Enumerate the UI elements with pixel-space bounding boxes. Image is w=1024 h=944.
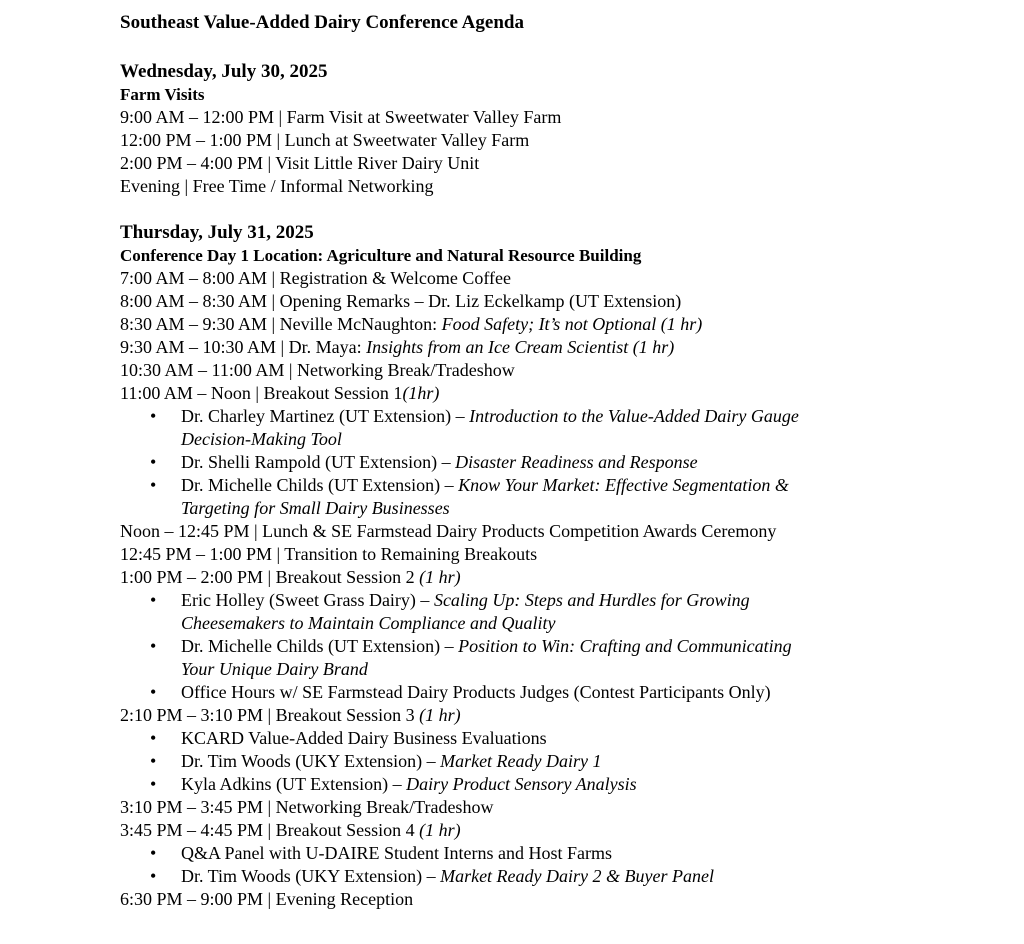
session-line — [181, 589, 1000, 612]
agenda-item-italic-text: Food Safety; It’s not Optional (1 hr) — [441, 314, 703, 334]
agenda-document — [120, 8, 1000, 911]
agenda-item-text: 9:30 AM – 10:30 AM | Dr. Maya: — [120, 337, 367, 357]
session-list-item — [120, 451, 1000, 474]
session-line — [181, 727, 1000, 750]
day-heading: Wednesday, July 30, 2025 — [120, 61, 328, 82]
agenda-item-italic-text: Insights from an Ice Cream Scientist (1 hr) — [366, 337, 675, 357]
agenda-item — [120, 267, 1000, 290]
session-list-item — [120, 842, 1000, 865]
session-line — [181, 405, 1000, 428]
agenda-item-text: 10:30 AM – 11:00 AM | Networking Break/Tradeshow — [120, 360, 515, 380]
agenda-item-text: 3:10 PM – 3:45 PM | Networking Break/Tradeshow — [120, 797, 494, 817]
session-topic-continued: Your Unique Dairy Brand — [181, 659, 368, 679]
agenda-item-text: 9:00 AM – 12:00 PM | Farm Visit at Sweetwater Valley Farm — [120, 107, 562, 127]
session-list-item — [120, 727, 1000, 750]
session-line — [181, 865, 1000, 888]
bullet-icon: • — [150, 590, 157, 610]
bullet-icon: • — [150, 636, 157, 656]
day-heading: Thursday, July 31, 2025 — [120, 222, 314, 243]
agenda-item — [120, 819, 1000, 842]
agenda-item — [120, 313, 1000, 336]
agenda-item-italic-text: (1 hr) — [419, 820, 461, 840]
bullet-icon: • — [150, 452, 157, 472]
session-list-item — [120, 750, 1000, 773]
session-topic: Scaling Up: Steps and Hurdles for Growing — [433, 590, 750, 610]
bullet-icon: • — [150, 475, 157, 495]
agenda-item — [120, 382, 1000, 405]
agenda-item-text: 8:00 AM – 8:30 AM | Opening Remarks – Dr. Liz Eckelkamp (UT Extension) — [120, 291, 682, 311]
bullet-icon: • — [150, 843, 157, 863]
session-line — [181, 773, 1000, 796]
session-speaker: Dr. Tim Woods (UKY Extension) – — [181, 751, 441, 771]
agenda-item-text: 6:30 PM – 9:00 PM | Evening Reception — [120, 889, 414, 909]
bullet-icon: • — [150, 774, 157, 794]
session-topic-continued: Targeting for Small Dairy Businesses — [181, 498, 450, 518]
session-topic-continued: Decision-Making Tool — [181, 429, 342, 449]
agenda-item-text: Noon – 12:45 PM | Lunch & SE Farmstead Dairy Products Competition Awards Ceremony — [120, 521, 777, 541]
agenda-item-text: 2:10 PM – 3:10 PM | Breakout Session 3 — [120, 705, 420, 725]
session-list-item — [120, 773, 1000, 796]
session-line — [181, 635, 1000, 658]
bullet-icon: • — [150, 682, 157, 702]
agenda-item — [120, 796, 1000, 819]
agenda-item-text: 2:00 PM – 4:00 PM | Visit Little River Dairy Unit — [120, 153, 480, 173]
session-speaker: Dr. Michelle Childs (UT Extension) – — [181, 636, 459, 656]
session-topic: Know Your Market: Effective Segmentation & — [458, 475, 789, 495]
agenda-days — [120, 61, 1000, 911]
session-topic: Introduction to the Value-Added Dairy Gauge — [469, 406, 799, 426]
bullet-icon: • — [150, 751, 157, 771]
agenda-item-text: 12:45 PM – 1:00 PM | Transition to Remaining Breakouts — [120, 544, 538, 564]
session-speaker: Q&A Panel with U-DAIRE Student Interns and Host Farms — [181, 843, 612, 863]
agenda-item-text: 1:00 PM – 2:00 PM | Breakout Session 2 — [120, 567, 420, 587]
agenda-item — [120, 888, 1000, 911]
agenda-item — [120, 336, 1000, 359]
agenda-item — [120, 152, 1000, 175]
session-list-item — [120, 589, 1000, 635]
agenda-item — [120, 106, 1000, 129]
agenda-item — [120, 129, 1000, 152]
session-topic: Dairy Product Sensory Analysis — [406, 774, 637, 794]
session-topic: Market Ready Dairy 1 — [440, 751, 602, 771]
session-topic: Position to Win: Crafting and Communicating — [458, 636, 792, 656]
agenda-item-text: 7:00 AM – 8:00 AM | Registration & Welcome Coffee — [120, 268, 511, 288]
agenda-item — [120, 704, 1000, 727]
agenda-item-text: 12:00 PM – 1:00 PM | Lunch at Sweetwater Valley Farm — [120, 130, 530, 150]
agenda-item-text: 3:45 PM – 4:45 PM | Breakout Session 4 — [120, 820, 420, 840]
day-subheading: Farm Visits — [120, 85, 205, 104]
agenda-item — [120, 290, 1000, 313]
session-list-item — [120, 635, 1000, 681]
session-topic: Market Ready Dairy 2 & Buyer Panel — [440, 866, 714, 886]
session-list-item — [120, 865, 1000, 888]
agenda-item-italic-text: (1 hr) — [419, 567, 461, 587]
agenda-item-italic-text: (1 hr) — [419, 705, 461, 725]
document-title: Southeast Value-Added Dairy Conference Agenda — [120, 12, 524, 33]
session-list-item — [120, 681, 1000, 704]
agenda-item — [120, 175, 1000, 198]
session-list-item — [120, 474, 1000, 520]
session-speaker: Office Hours w/ SE Farmstead Dairy Products Judges (Contest Participants Only) — [181, 682, 771, 702]
agenda-item — [120, 359, 1000, 382]
session-line — [181, 451, 1000, 474]
agenda-item-italic-text: (1hr) — [402, 383, 440, 403]
session-line — [181, 842, 1000, 865]
session-speaker: Eric Holley (Sweet Grass Dairy) – — [181, 590, 434, 610]
session-list-item — [120, 405, 1000, 451]
day-section — [120, 222, 1000, 911]
bullet-icon: • — [150, 728, 157, 748]
session-speaker: Kyla Adkins (UT Extension) – — [181, 774, 407, 794]
session-line — [181, 474, 1000, 497]
session-line — [181, 681, 1000, 704]
session-speaker: Dr. Michelle Childs (UT Extension) – — [181, 475, 459, 495]
session-speaker: Dr. Charley Martinez (UT Extension) – — [181, 406, 470, 426]
agenda-item-text: 8:30 AM – 9:30 AM | Neville McNaughton: — [120, 314, 442, 334]
agenda-item — [120, 566, 1000, 589]
session-topic-continued: Cheesemakers to Maintain Compliance and Quality — [181, 613, 556, 633]
bullet-icon: • — [150, 406, 157, 426]
session-speaker: KCARD Value-Added Dairy Business Evaluations — [181, 728, 547, 748]
session-topic: Disaster Readiness and Response — [455, 452, 698, 472]
day-section — [120, 61, 1000, 198]
agenda-item-text: Evening | Free Time / Informal Networking — [120, 176, 434, 196]
day-subheading: Conference Day 1 Location: Agriculture and Natural Resource Building — [120, 246, 642, 265]
agenda-item — [120, 543, 1000, 566]
agenda-item — [120, 520, 1000, 543]
session-speaker: Dr. Tim Woods (UKY Extension) – — [181, 866, 441, 886]
agenda-item-text: 11:00 AM – Noon | Breakout Session 1 — [120, 383, 403, 403]
bullet-icon: • — [150, 866, 157, 886]
session-speaker: Dr. Shelli Rampold (UT Extension) – — [181, 452, 456, 472]
session-line — [181, 750, 1000, 773]
